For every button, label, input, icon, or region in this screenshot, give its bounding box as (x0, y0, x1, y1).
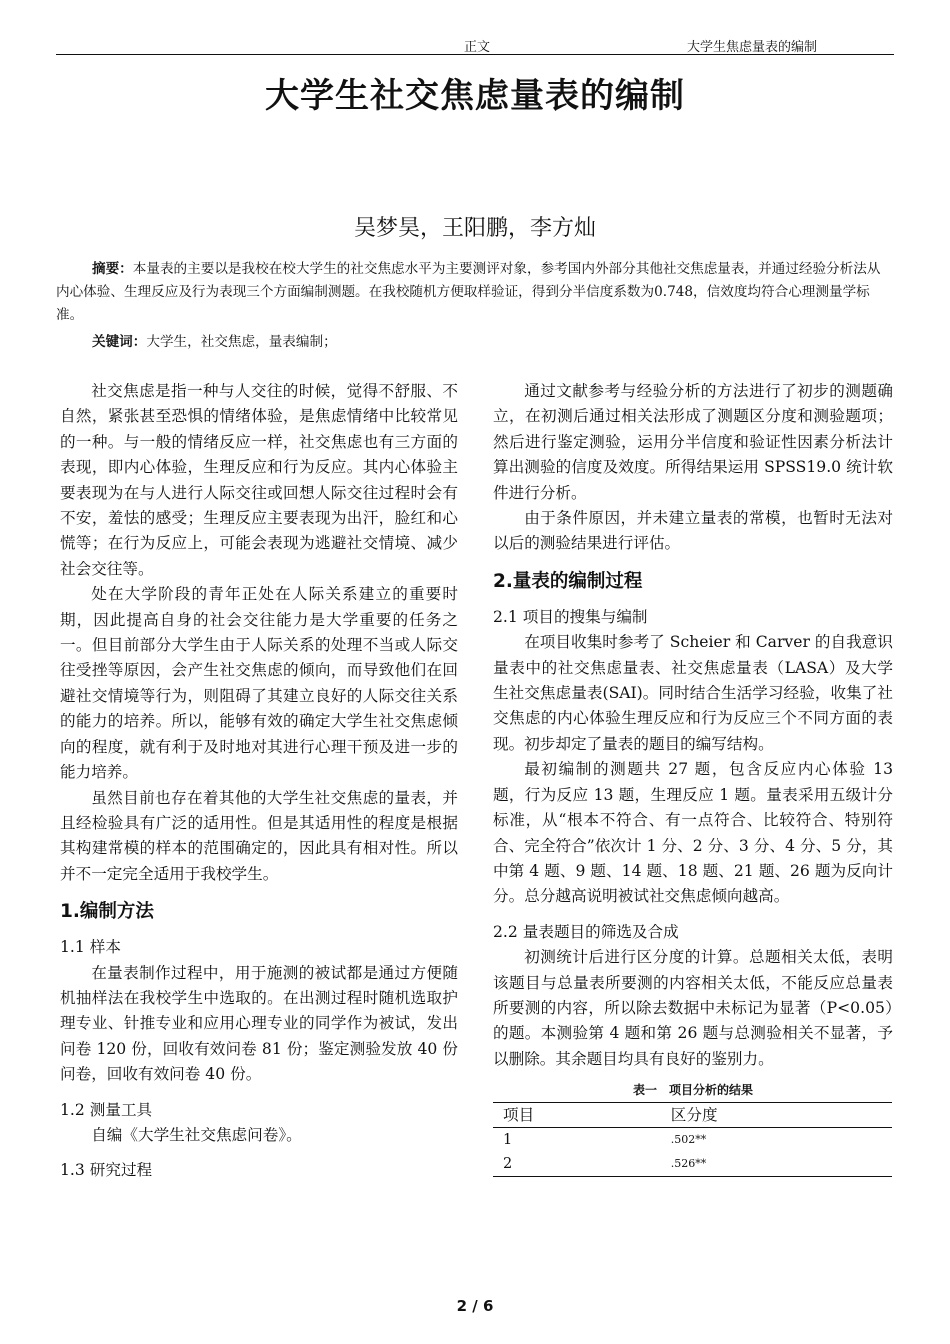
keywords (92, 330, 337, 350)
paragraph: 自编《大学生社交焦虑问卷》。 (91, 1125, 302, 1144)
right-column (493, 379, 893, 1177)
paragraph: 初测统计后进行区分度的计算。总题相关太低，表明该题目与总量表所要测的内容相关太低，不能反应总量表所要测的内容，所以除去数据中未标记为显著（P<0.05）的题。本测验第 4 题和第 26 题与总测验相关不显著，予以删除。其余题目均具有良好的鉴别力。 (493, 948, 893, 1068)
subsection-heading: 1.1 样本 (60, 938, 121, 957)
keywords-label: 关键词： (92, 334, 147, 350)
paragraph: 在量表制作过程中，用于施测的被试都是通过方便随机抽样法在我校学生中选取的。在出测过程时随机选取护理专业、针推专业和应用心理专业的同学作为被试，发出问卷 120 份，回收有效问卷 81 份；鉴定测验发放 40 份问卷，回收有效问卷 40 份。 (60, 963, 458, 1084)
header-title: 大学生焦虑量表的编制 (687, 40, 818, 55)
table-cell-item: 2 (493, 1152, 661, 1177)
column-header: 区分度 (661, 1103, 892, 1128)
header-section: 正文 (464, 40, 491, 55)
paragraph: 处在大学阶段的青年正处在人际关系建立的重要时期，因此提高自身的社会交往能力是大学重要的任务之一。但目前部分大学生由于人际关系的处理不当或人际交往受挫等原因，会产生社交焦虑的倾向，而导致他们在回避社交情境等行为，则阻碍了其建立良好的人际交往关系的能力的培养。所以，能够有效的确定大学生社交焦虑倾向的程度，就有利于及时地对其进行心理干预及进一步的能力培养。 (60, 585, 458, 782)
left-column (60, 379, 458, 1184)
table-cell-value: .502** (670, 1133, 707, 1147)
page-number: 2 / 6 (456, 1297, 494, 1315)
abstract-label: 摘要： (92, 261, 133, 277)
paragraph: 在项目收集时参考了 Scheier 和 Carver 的自我意识量表中的社交焦虑量表、社交焦虑量表（LASA）及大学生社交焦虑量表(SAI)。同时结合生活学习经验，收集了社交焦虑的内心体验生理反应和行为反应三个不同方面的表现。初步却定了量表的题目的编写结构。 (493, 633, 893, 753)
paragraph: 虽然目前也存在着其他的大学生社交焦虑的量表，并且经检验具有广泛的适用性。但是其适用性的程度是根据其构建常模的样本的范围确定的，因此具有相对性。所以并不一定完全适用于我校学生。 (60, 788, 458, 883)
subsection-heading: 2.1 项目的搜集与编制 (493, 607, 648, 626)
running-header (56, 36, 894, 55)
keywords-text: 大学生，社交焦虑，量表编制； (146, 334, 337, 350)
table-cell-value: .526** (661, 1152, 892, 1177)
table-row (493, 1128, 892, 1153)
subsection-heading: 1.3 研究过程 (60, 1161, 153, 1180)
abstract (56, 258, 894, 327)
subsection-heading: 2.2 量表题目的筛选及合成 (493, 922, 679, 941)
table-caption: 表一 项目分析的结果 (632, 1083, 753, 1098)
table-row (493, 1152, 892, 1177)
column-header: 项目 (493, 1103, 661, 1128)
paper-title: 大学生社交焦虑量表的编制 (265, 76, 685, 116)
section-heading: 2.量表的编制过程 (493, 570, 643, 592)
abstract-text: 本量表的主要以是我校在校大学生的社交焦虑水平为主要测评对象，参考国内外部分其他社交焦虑量表，并通过经验分析法从内心体验、生理反应及行为表现三个方面编制测题。在我校随机方便取样验证，得到分半信度系数为0.748，信效度均符合心理测量学标准。 (56, 261, 881, 323)
paragraph: 社交焦虑是指一种与人交往的时候，觉得不舒服、不自然，紧张甚至恐惧的情绪体验，是焦虑情绪中比较常见的一种。与一般的情绪反应一样，社交焦虑也有三方面的表现，即内心体验，生理反应和行为反应。其内心体验主要表现为在与人进行人际交往或回想人际交往过程时会有不安，羞怯的感受；生理反应主要表现为出汗，脸红和心慌等；在行为反应上，可能会表现为逃避社交情境、减少社会交往等。 (60, 382, 458, 578)
subsection-heading: 1.2 测量工具 (60, 1100, 153, 1119)
table-header-row (493, 1103, 892, 1128)
item-analysis-table (493, 1102, 892, 1177)
table-cell-item: 1 (503, 1132, 513, 1149)
paragraph: 通过文献参考与经验分析的方法进行了初步的测题确立，在初测后通过相关法形成了测题区分度和测验题项；然后进行鉴定测验，运用分半信度和验证性因素分析法计算出测验的信度及效度。所得结果运用 SPSS19.0 统计软件进行分析。 (493, 382, 893, 502)
paragraph: 由于条件原因，并未建立量表的常模，也暂时无法对以后的测验结果进行评估。 (493, 509, 893, 553)
section-heading: 1.编制方法 (60, 901, 154, 923)
paragraph: 最初编制的测题共 27 题，包含反应内心体验 13 题，行为反应 13 题，生理反应 1 题。量表采用五级计分标准，从“根本不符合、有一点符合、比较符合、特别符合、完全符合”依次计 1 分、2 分、3 分、4 分、5 分，其中第 4 题、9 题、14 题、18 题、21 题、26 题为反向计分。总分越高说明被试社交焦虑倾向越高。 (493, 760, 893, 906)
authors: 吴梦昊，王阳鹏，李方灿 (353, 216, 596, 241)
